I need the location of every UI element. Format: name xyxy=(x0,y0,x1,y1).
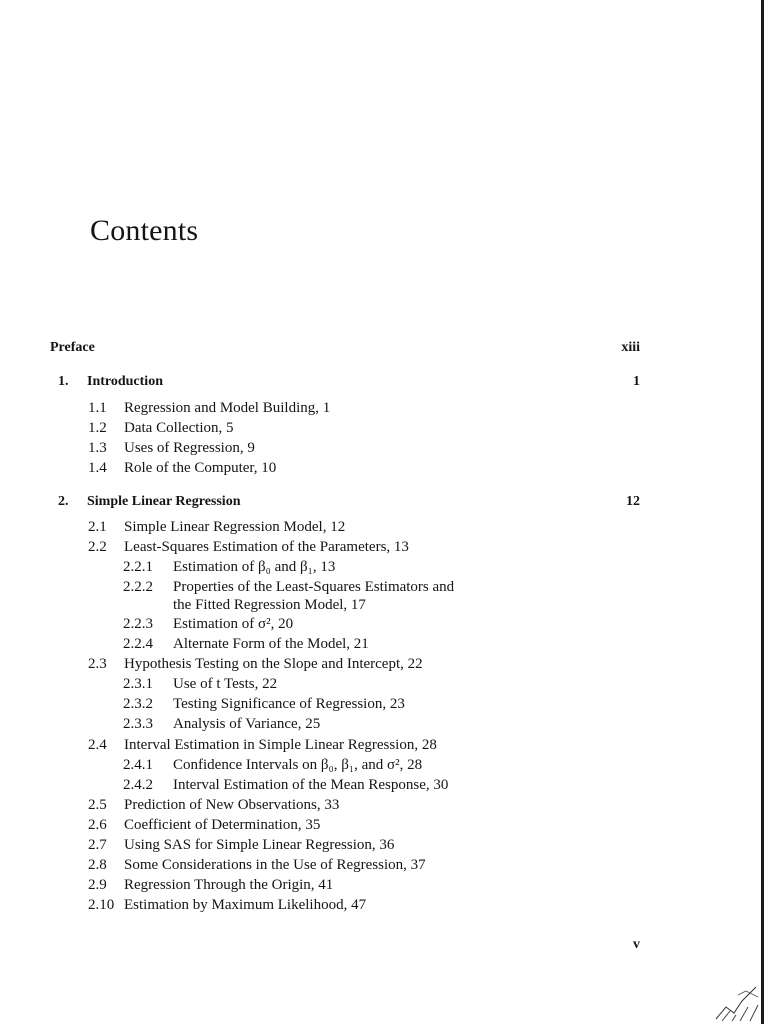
toc-section-number: 2.3 xyxy=(88,656,107,672)
toc-chapter-1[interactable] xyxy=(0,372,768,392)
toc-chapter-page: 1 xyxy=(633,374,640,389)
toc-section[interactable] xyxy=(0,855,768,875)
toc-section[interactable] xyxy=(0,438,768,458)
toc-section[interactable] xyxy=(0,835,768,855)
toc-chapter-number: 1. xyxy=(58,374,69,389)
toc-chapter-number: 2. xyxy=(58,494,69,509)
toc-section-title: Coefficient of Determination, 35 xyxy=(124,817,321,833)
toc-subsection[interactable] xyxy=(0,714,768,734)
toc-section-title: Regression and Model Building, 1 xyxy=(124,400,331,416)
toc-section-number: 2.7 xyxy=(88,837,107,853)
toc-section[interactable] xyxy=(0,654,768,674)
toc-section-number: 2.2 xyxy=(88,539,107,555)
toc-subsection-number: 2.2.3 xyxy=(123,616,153,632)
toc-section-title: Regression Through the Origin, 41 xyxy=(124,877,334,893)
toc-subsection-number: 2.3.3 xyxy=(123,716,153,732)
page-corner-smudge xyxy=(712,975,760,1023)
toc-section[interactable] xyxy=(0,815,768,835)
toc-section-number: 1.3 xyxy=(88,440,107,456)
toc-subsection-number: 2.4.1 xyxy=(123,757,153,773)
toc-section[interactable] xyxy=(0,875,768,895)
toc-section-title: Interval Estimation in Simple Linear Regression, 28 xyxy=(124,737,437,753)
toc-preface[interactable] xyxy=(0,338,768,358)
toc-section-number: 2.1 xyxy=(88,519,107,535)
toc-chapter-title: Simple Linear Regression xyxy=(87,494,241,509)
toc-section-number: 2.6 xyxy=(88,817,107,833)
toc-subsection-title: Testing Significance of Regression, 23 xyxy=(173,696,405,712)
toc-chapter-title: Introduction xyxy=(87,374,163,389)
toc-subsection[interactable] xyxy=(0,694,768,714)
toc-subsection-title: Estimation of β₀ and β₁, 13 xyxy=(173,559,336,575)
toc-section[interactable] xyxy=(0,735,768,755)
toc-section-title: Some Considerations in the Use of Regression, 37 xyxy=(124,857,426,873)
toc-section[interactable] xyxy=(0,537,768,557)
toc-section-title: Simple Linear Regression Model, 12 xyxy=(124,519,346,535)
toc-section-number: 2.8 xyxy=(88,857,107,873)
toc-chapter-2[interactable] xyxy=(0,492,768,512)
folio-page-number: v xyxy=(633,937,640,952)
toc-subsection-title: Alternate Form of the Model, 21 xyxy=(173,636,369,652)
toc-subsection-title: Analysis of Variance, 25 xyxy=(173,716,321,732)
toc-subsection-number: 2.3.2 xyxy=(123,696,153,712)
toc-section-title: Role of the Computer, 10 xyxy=(124,460,277,476)
toc-subsection-number: 2.4.2 xyxy=(123,777,153,793)
toc-subsection-title: Use of t Tests, 22 xyxy=(173,676,278,692)
toc-subsection[interactable] xyxy=(0,674,768,694)
toc-subsection[interactable] xyxy=(0,557,768,577)
toc-subsection-number: 2.2.2 xyxy=(123,579,153,595)
toc-section-title: Prediction of New Observations, 33 xyxy=(124,797,340,813)
toc-subsection-number: 2.2.4 xyxy=(123,636,153,652)
toc-preface-title: Preface xyxy=(50,340,95,355)
toc-subsection-number: 2.3.1 xyxy=(123,676,153,692)
toc-section[interactable] xyxy=(0,517,768,537)
toc-subsection-number: 2.2.1 xyxy=(123,559,153,575)
toc-section[interactable] xyxy=(0,418,768,438)
toc-subsection[interactable] xyxy=(0,614,768,634)
toc-section-number: 2.5 xyxy=(88,797,107,813)
toc-section[interactable] xyxy=(0,398,768,418)
toc-section-number: 1.1 xyxy=(88,400,107,416)
toc-subsection-title: Confidence Intervals on β₀, β₁, and σ², 28 xyxy=(173,757,423,773)
toc-subsection[interactable] xyxy=(0,577,768,597)
toc-section-number: 1.2 xyxy=(88,420,107,436)
toc-chapter-page: 12 xyxy=(626,494,640,509)
toc-preface-page: xiii xyxy=(621,340,640,355)
toc-subsection-continuation[interactable] xyxy=(0,595,768,615)
toc-section-title: Using SAS for Simple Linear Regression, 36 xyxy=(124,837,395,853)
toc-section-title: Least-Squares Estimation of the Parameters, 13 xyxy=(124,539,409,555)
toc-subsection-title: Properties of the Least-Squares Estimators and xyxy=(173,579,455,595)
toc-section-title: Hypothesis Testing on the Slope and Intercept, 22 xyxy=(124,656,423,672)
toc-section[interactable] xyxy=(0,795,768,815)
toc-section-number: 2.10 xyxy=(88,897,115,913)
toc-subsection[interactable] xyxy=(0,634,768,654)
toc-section-number: 2.9 xyxy=(88,877,107,893)
toc-section[interactable] xyxy=(0,895,768,915)
toc-subsection[interactable] xyxy=(0,755,768,775)
toc-section-title: Estimation by Maximum Likelihood, 47 xyxy=(124,897,367,913)
toc-section-number: 1.4 xyxy=(88,460,107,476)
toc-subsection-title-continuation: the Fitted Regression Model, 17 xyxy=(173,597,366,613)
page-title: Contents xyxy=(90,214,199,247)
toc-section[interactable] xyxy=(0,458,768,478)
toc-subsection-title: Estimation of σ², 20 xyxy=(173,616,294,632)
toc-section-title: Data Collection, 5 xyxy=(124,420,234,436)
toc-section-title: Uses of Regression, 9 xyxy=(124,440,255,456)
toc-subsection[interactable] xyxy=(0,775,768,795)
toc-section-number: 2.4 xyxy=(88,737,107,753)
toc-subsection-title: Interval Estimation of the Mean Response, 30 xyxy=(173,777,449,793)
